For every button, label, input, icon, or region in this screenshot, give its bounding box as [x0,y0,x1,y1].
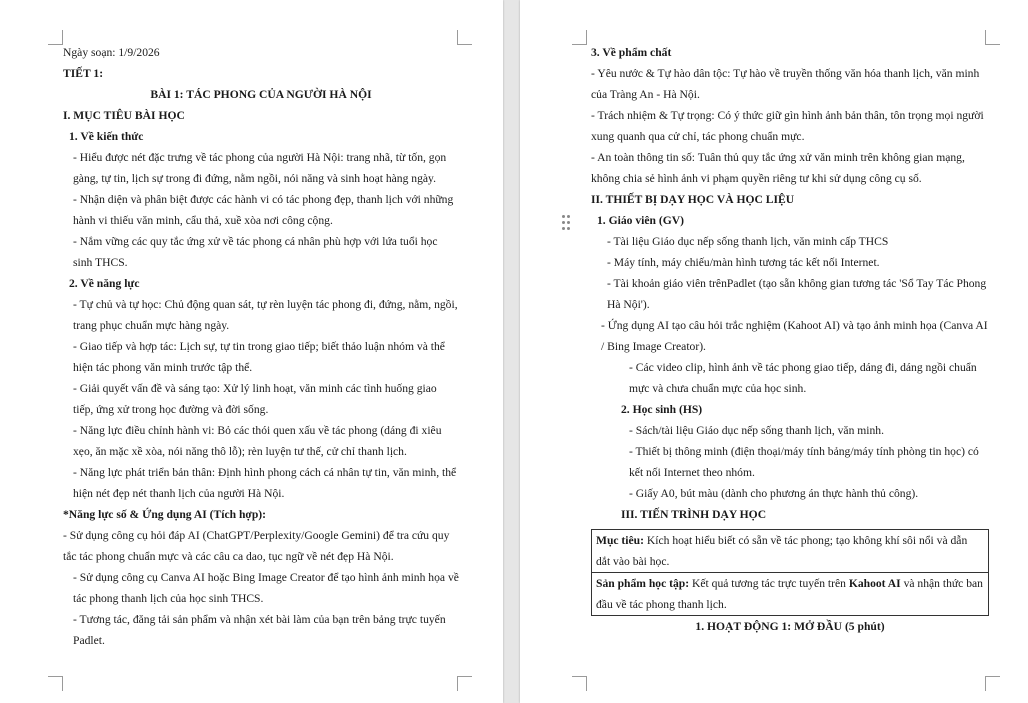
competency-item: - Tự chủ và tự học: Chủ động quan sát, tự rèn luyện tác phong đi, đứng, nằm, ngồi, trang phục chuẩn mực hàng ngày. [73,298,458,332]
margin-mark-top-right [457,30,472,45]
lesson-period: TIẾT 1: [63,67,104,80]
teacher-item: - Các video clip, hình ảnh về tác phong giao tiếp, dáng đi, dáng ngồi chuẩn mực và chưa chuẩn mực của học sinh. [629,361,977,395]
product-bold: Kahoot AI [848,577,901,590]
activity-objective-table[interactable] [591,529,989,616]
quality-item: - Trách nhiệm & Tự trọng: Có ý thức giữ gìn hình ảnh bản thân, tôn trọng mọi người xung quanh qua cử chỉ, tác phong chuẩn mực. [591,109,984,143]
digital-item: - Sử dụng công cụ hỏi đáp AI (ChatGPT/Perplexity/Google Gemini) để tra cứu quy tắc tác phong chuẩn mực và các câu ca dao, tục ngữ về nét đẹp Hà Nội. [63,529,450,563]
teacher-item: - Tài liệu Giáo dục nếp sống thanh lịch, văn minh cấp THCS [607,235,889,248]
knowledge-item: - Nắm vững các quy tắc ứng xử về tác phong cá nhân phù hợp với lứa tuổi học sinh THCS. [73,235,438,269]
margin-mark-top-left [48,30,63,45]
left-page-content[interactable] [63,42,459,651]
digital-item: - Tương tác, đăng tải sản phẩm và nhận xét bài làm của bạn trên bảng trực tuyến Padlet. [73,613,446,647]
digital-item: - Sử dụng công cụ Canva AI hoặc Bing Image Creator để tạo hình ảnh minh họa về tác phong thanh lịch của học sinh THCS. [73,571,459,605]
student-item: - Thiết bị thông minh (điện thoại/máy tính bảng/máy tính phòng tin học) có kết nối Internet theo nhóm. [629,445,979,479]
competency-item: - Năng lực phát triển bản thân: Định hình phong cách cá nhân tự tin, văn minh, thể hiện nét đẹp nét thanh lịch của người Hà Nội. [73,466,457,500]
quality-item: - Yêu nước & Tự hào dân tộc: Tự hào về truyền thống văn hóa thanh lịch, văn minh của Tràng An - Hà Nội. [591,67,980,101]
knowledge-item: - Hiểu được nét đặc trưng về tác phong của người Hà Nội: trang nhã, từ tốn, gọn gàng, tự tin, lịch sự trong đi đứng, nằm ngồi, nói năng và sinh hoạt hàng ngày. [73,151,447,185]
document-page-right [520,0,1028,703]
product-text: Kết quả tương tác trực tuyến trên [689,577,849,590]
table-row [592,573,989,616]
student-heading: 2. Học sinh (HS) [621,403,703,416]
margin-mark-bottom-left [48,676,63,691]
document-page-left [0,0,503,703]
section-process-heading: III. TIẾN TRÌNH DẠY HỌC [621,508,767,521]
digital-competency-heading: *Năng lực số & Ứng dụng AI (Tích hợp): [63,508,266,521]
quality-heading: 3. Về phẩm chất [591,46,672,59]
product-label: Sản phẩm học tập: [596,577,690,590]
margin-mark-top-left [572,30,587,45]
student-item: - Giấy A0, bút màu (dành cho phương án thực hành thủ công). [629,487,919,500]
teacher-item: - Ứng dụng AI tạo câu hỏi trắc nghiệm (Kahoot AI) và tạo ảnh minh họa (Canva AI / Bing Image Creator). [601,319,988,353]
competency-heading: 2. Về năng lực [69,277,140,290]
margin-mark-bottom-left [572,676,587,691]
table-cell-product[interactable] [592,573,989,616]
activity-heading: 1. HOẠT ĐỘNG 1: MỞ ĐẦU (5 phút) [695,620,885,633]
competency-item: - Năng lực điều chỉnh hành vi: Bỏ các thói quen xấu về tác phong (dáng đi xiêu xẹo, ăn mặc xề xòa, nói năng thô lỗ); rèn luyện tư thế, cử chỉ thanh lịch. [73,424,442,458]
competency-item: - Giải quyết vấn đề và sáng tạo: Xử lý linh hoạt, văn minh các tình huống giao tiếp, ứng xử trong học đường và đời sống. [73,382,437,416]
teacher-heading: 1. Giáo viên (GV) [597,214,684,227]
goal-text: Kích hoạt hiểu biết có sẵn về tác phong; tạo không khí sôi nổi và dẫn dắt vào bài học. [596,534,968,568]
section-objectives-heading: I. MỤC TIÊU BÀI HỌC [63,109,185,122]
table-cell-goal[interactable] [592,530,989,573]
margin-mark-bottom-right [457,676,472,691]
competency-item: - Giao tiếp và hợp tác: Lịch sự, tự tin trong giao tiếp; biết thảo luận nhóm và thể hiện tác phong văn minh trước tập thể. [73,340,445,374]
knowledge-item: - Nhận diện và phân biệt được các hành vi có tác phong đẹp, thanh lịch với những hành vi thiếu văn minh, cẩu thả, xuề xòa nơi công cộng. [73,193,454,227]
student-item: - Sách/tài liệu Giáo dục nếp sống thanh lịch, văn minh. [629,424,885,437]
knowledge-heading: 1. Về kiến thức [69,130,144,143]
quality-item: - An toàn thông tin số: Tuân thủ quy tắc ứng xử văn minh trên không gian mạng, không chia sẻ hình ảnh vi phạm quyền riêng tư khi sử dụng công cụ số. [591,151,965,185]
lesson-title: BÀI 1: TÁC PHONG CỦA NGƯỜI HÀ NỘI [150,88,372,101]
margin-mark-bottom-right [985,676,1000,691]
goal-label: Mục tiêu: [596,534,644,547]
right-page-content[interactable] [591,42,989,637]
product-text: và nhận thức ban đầu về tác phong thanh lịch. [596,577,983,611]
drag-handle-icon[interactable] [561,213,571,229]
section-equipment-heading: II. THIẾT BỊ DẠY HỌC VÀ HỌC LIỆU [591,193,795,206]
date-line: Ngày soạn: 1/9/2026 [63,46,160,59]
teacher-item: - Máy tính, máy chiếu/màn hình tương tác kết nối Internet. [607,256,880,269]
teacher-item: - Tài khoản giáo viên trênPadlet (tạo sẵn không gian tương tác 'Sổ Tay Tác Phong Hà Nội'). [607,277,987,311]
table-row [592,530,989,573]
